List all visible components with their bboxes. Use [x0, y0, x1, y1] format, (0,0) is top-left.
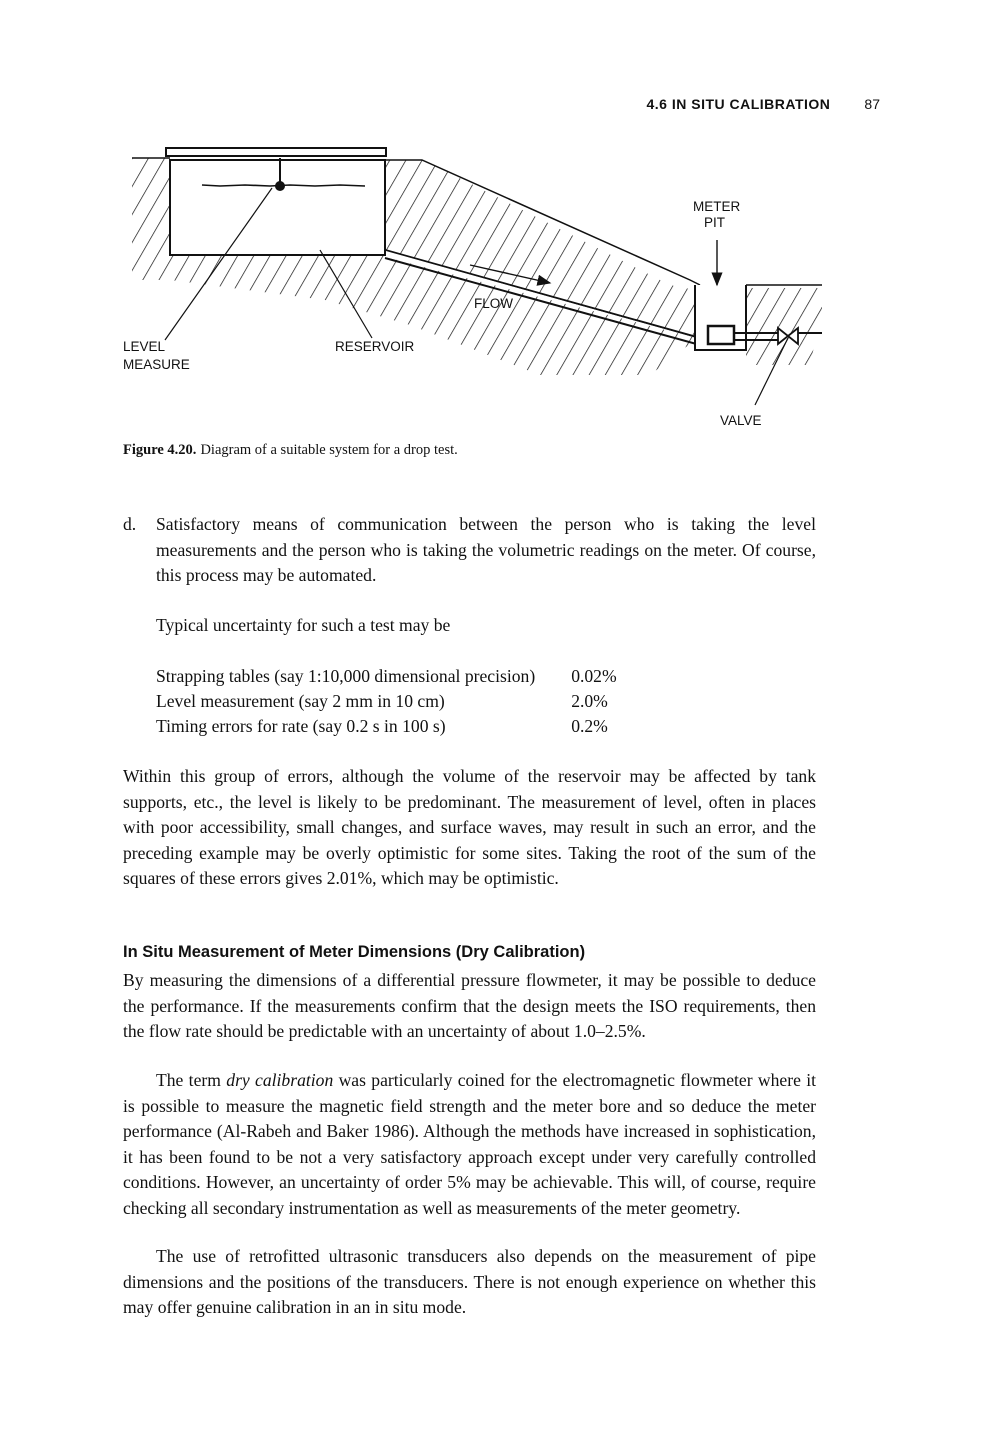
p3-before: The term	[156, 1070, 227, 1090]
ground-hatch-right	[746, 288, 822, 365]
section-subheading: In Situ Measurement of Meter Dimensions (Dry Calibration)	[123, 943, 586, 961]
table-row	[156, 714, 617, 739]
page-number: 87	[864, 96, 880, 112]
error-source: Level measurement (say 2 mm in 10 cm)	[156, 691, 445, 712]
table-row	[156, 664, 617, 689]
error-source: Timing errors for rate (say 0.2 s in 100 s)	[156, 716, 446, 737]
label-level: LEVEL	[123, 339, 166, 354]
list-item-d	[123, 512, 816, 589]
label-valve: VALVE	[720, 413, 762, 428]
paragraph-ultrasonic: The use of retrofitted ultrasonic transducers also depends on the measurement of pipe dimensions and the positions of the transducers. There is not enough experience on whether this may offer genuine calibration in an in situ mode.	[123, 1246, 816, 1318]
figure-caption	[123, 442, 458, 459]
caption-text: Diagram of a suitable system for a drop test.	[200, 442, 458, 458]
table-row	[156, 689, 617, 714]
label-reservoir: RESERVOIR	[335, 339, 415, 354]
reservoir-tank	[166, 148, 386, 255]
uncertainty-intro: Typical uncertainty for such a test may be	[156, 615, 451, 635]
list-marker: d.	[123, 514, 137, 534]
list-item-text: Satisfactory means of communication between the person who is taking the level measurements and the person who is taking the volumetric readings on the meter. Of course, this process may be automated.	[156, 514, 816, 586]
section-title: 4.6 IN SITU CALIBRATION	[646, 96, 831, 112]
error-value: 0.2%	[571, 716, 608, 737]
error-value: 0.02%	[571, 666, 617, 686]
paragraph-dimensions: By measuring the dimensions of a differential pressure flowmeter, it may be possible to deduce the performance. If the measurements confirm that the design meets the ISO requirements, then the flow rate should be predictable with an uncertainty of about 1.0–2.5%.	[123, 970, 816, 1042]
label-measure: MEASURE	[123, 357, 190, 372]
running-header	[647, 93, 881, 115]
paragraph-error-summary: Within this group of errors, although the volume of the reservoir may be affected by tank supports, etc., the level is likely to be predominant. The measurement of level, often in places with poor accessibility, small changes, and surface waves, may result in such an error, and the preceding example may be overly optimistic for some sites. Taking the root of the sum of the squares of these errors gives 2.01%, which may be optimistic.	[123, 766, 816, 889]
error-value: 2.0%	[571, 691, 608, 712]
label-meter: METER	[693, 199, 741, 214]
drop-test-figure	[110, 140, 830, 440]
label-flow: FLOW	[474, 296, 513, 311]
label-pit: PIT	[704, 215, 726, 230]
p3-emphasis: dry calibration	[226, 1070, 334, 1090]
uncertainty-table	[156, 664, 617, 740]
paragraph-dry-calibration	[123, 1068, 816, 1222]
caption-number: Figure 4.20.	[123, 442, 197, 458]
p3-after: was particularly coined for the electromagnetic flowmeter where it is possible to measure the magnetic field strength and the meter bore and so deduce the meter performance (Al-Rabeh and Baker 1986). Although the methods have increased in sophistication, it has been found to be not a very satisfactory approach except under very carefully controlled conditions. However, an uncertainty of order 5% may be achievable. This will, of course, require checking all secondary instrumentation as well as measurements of the meter geometry.	[123, 1070, 816, 1218]
error-source: Strapping tables (say 1:10,000 dimensional precision)	[156, 666, 536, 686]
